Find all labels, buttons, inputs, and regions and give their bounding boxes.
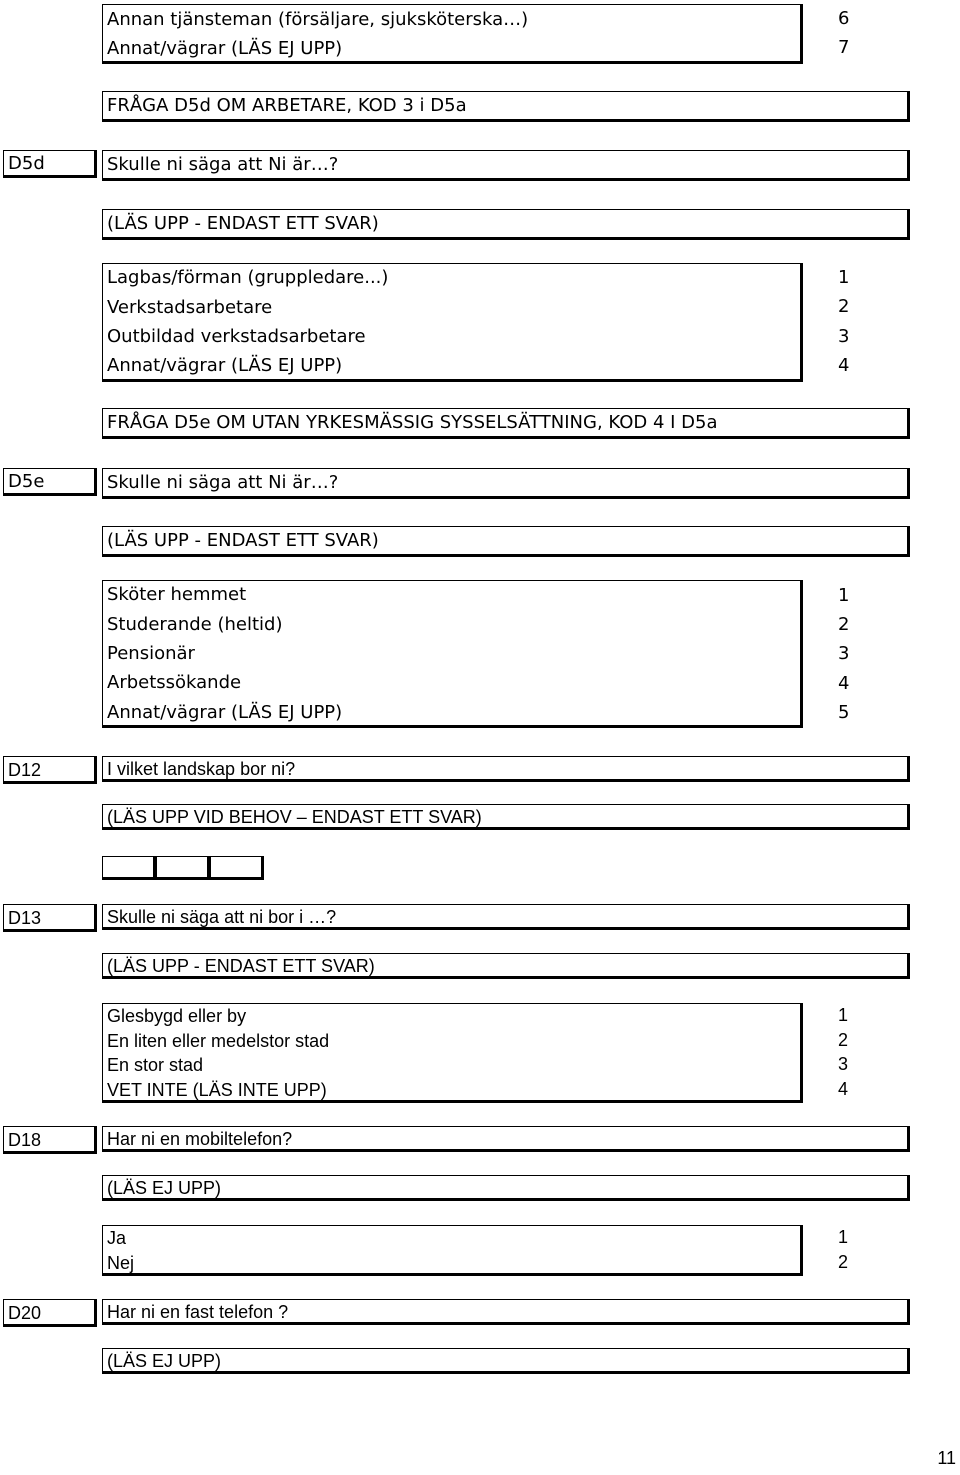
option-label: Verkstadsarbetare: [107, 297, 273, 318]
option-code: 1: [838, 1227, 849, 1247]
option-label: Nej: [107, 1253, 135, 1273]
options-box-d5e: [102, 580, 803, 728]
option-label: Annan tjänsteman (försäljare, sjuksköterska…): [107, 9, 529, 30]
question-code-d12: D12: [3, 756, 97, 784]
instruction-d5e: (LÄS UPP - ENDAST ETT SVAR): [102, 526, 910, 557]
option-code: 7: [838, 37, 850, 58]
question-text-d12: I vilket landskap bor ni?: [102, 756, 910, 782]
option-code: 3: [838, 1054, 849, 1074]
option-label: Annat/vägrar (LÄS EJ UPP): [107, 355, 343, 376]
option-code: 2: [838, 614, 850, 635]
option-label: Lagbas/förman (gruppledare...): [107, 267, 389, 288]
answer-cell-1[interactable]: [102, 856, 156, 880]
answer-cell-2[interactable]: [156, 856, 210, 880]
option-code: 2: [838, 1252, 849, 1272]
option-label: Sköter hemmet: [107, 584, 247, 605]
options-box-d18: [102, 1225, 803, 1276]
option-label: En stor stad: [107, 1055, 204, 1075]
page-number: 11: [937, 1448, 956, 1468]
option-label: En liten eller medelstor stad: [107, 1031, 330, 1051]
option-label: Annat/vägrar (LÄS EJ UPP): [107, 702, 343, 723]
option-code: 3: [838, 643, 850, 664]
option-code: 6: [838, 8, 850, 29]
question-text-d5e: Skulle ni säga att Ni är…?: [102, 468, 910, 499]
question-code-d5e: D5e: [3, 468, 97, 496]
instruction-d20: (LÄS EJ UPP): [102, 1348, 910, 1374]
option-code: 2: [838, 296, 850, 317]
options-box-d5d: [102, 263, 803, 382]
question-text-d20: Har ni en fast telefon ?: [102, 1299, 910, 1325]
filter-instruction-d5e: FRÅGA D5e OM UTAN YRKESMÄSSIG SYSSELSÄTTNING, KOD 4 I D5a: [102, 408, 910, 439]
instruction-d12: (LÄS UPP VID BEHOV – ENDAST ETT SVAR): [102, 804, 910, 830]
instruction-d5d: (LÄS UPP - ENDAST ETT SVAR): [102, 209, 910, 240]
question-text-d5d: Skulle ni säga att Ni är…?: [102, 150, 910, 181]
option-code: 1: [838, 1005, 849, 1025]
option-code: 4: [838, 1079, 849, 1099]
instruction-d18: (LÄS EJ UPP): [102, 1175, 910, 1201]
option-code: 1: [838, 267, 850, 288]
question-code-d13: D13: [3, 904, 97, 932]
option-label: Studerande (heltid): [107, 614, 283, 635]
option-code: 5: [838, 702, 850, 723]
option-code: 4: [838, 673, 850, 694]
question-code-d18: D18: [3, 1126, 97, 1154]
option-label: Pensionär: [107, 643, 195, 664]
option-code: 4: [838, 355, 850, 376]
question-code-d20: D20: [3, 1299, 97, 1327]
option-code: 2: [838, 1030, 849, 1050]
option-label: Ja: [107, 1228, 127, 1248]
question-text-d13: Skulle ni säga att ni bor i …?: [102, 904, 910, 930]
option-label: Arbetssökande: [107, 672, 242, 693]
option-label: Glesbygd eller by: [107, 1006, 247, 1026]
options-box-d13: [102, 1003, 803, 1103]
top-options-box: [102, 4, 803, 64]
option-label: VET INTE (LÄS INTE UPP): [107, 1080, 327, 1100]
option-label: Annat/vägrar (LÄS EJ UPP): [107, 38, 343, 59]
filter-instruction-d5d: FRÅGA D5d OM ARBETARE, KOD 3 i D5a: [102, 91, 910, 122]
question-text-d18: Har ni en mobiltelefon?: [102, 1126, 910, 1152]
instruction-d13: (LÄS UPP - ENDAST ETT SVAR): [102, 953, 910, 979]
answer-cell-3[interactable]: [210, 856, 264, 880]
question-code-d5d: D5d: [3, 150, 97, 178]
option-label: Outbildad verkstadsarbetare: [107, 326, 366, 347]
option-code: 3: [838, 326, 850, 347]
option-code: 1: [838, 585, 850, 606]
